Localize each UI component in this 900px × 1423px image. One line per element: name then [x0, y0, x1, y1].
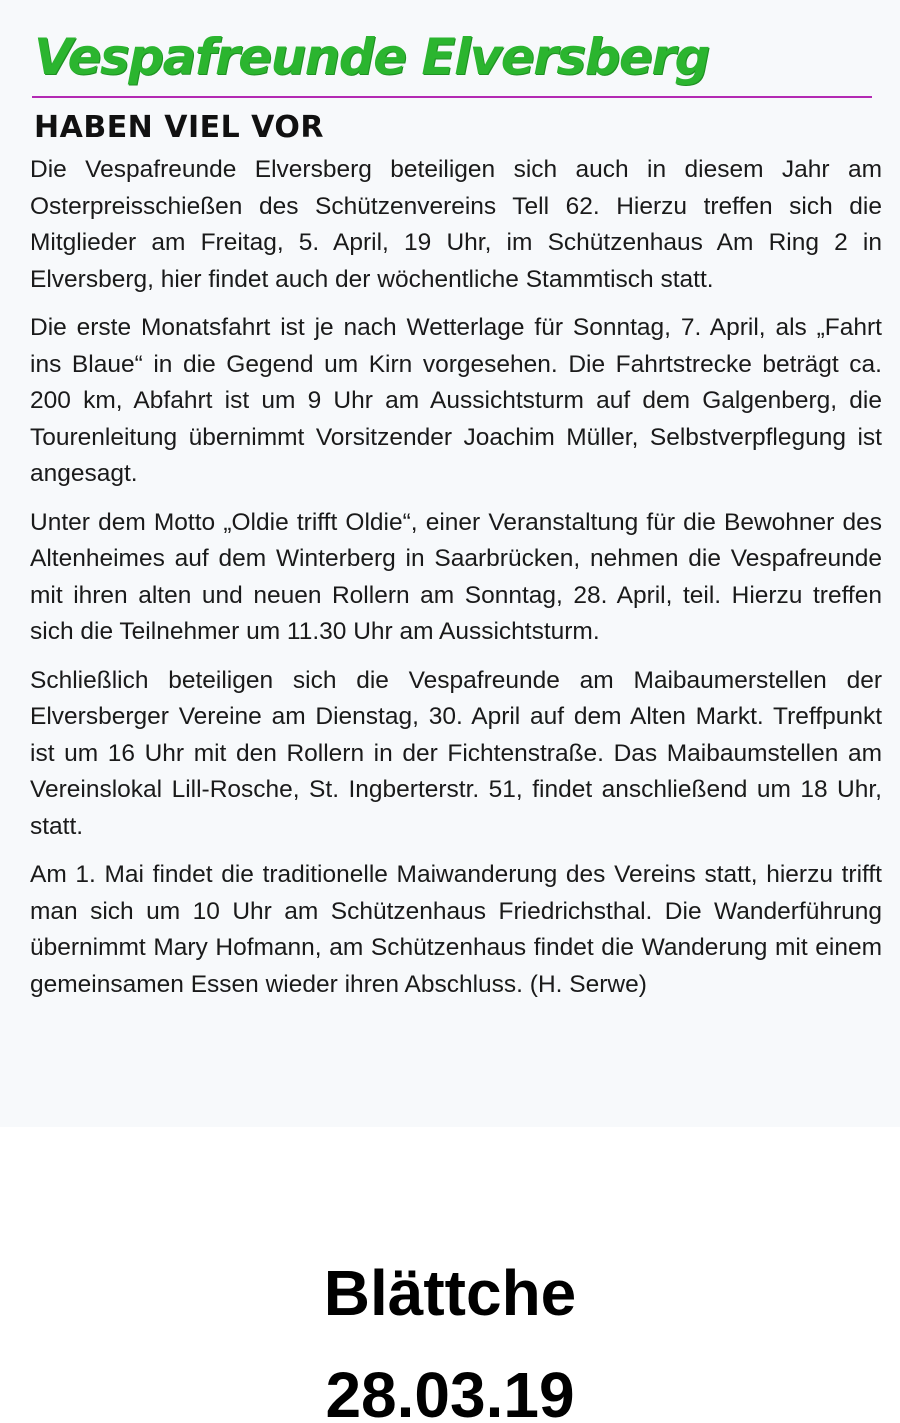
article-title: Vespafreunde Elversberg	[34, 28, 709, 86]
article-subtitle: HABEN VIEL VOR	[34, 110, 324, 145]
publication-date: 28.03.19	[325, 1359, 575, 1423]
article-paragraph-4: Schließlich beteiligen sich die Vespafreunde am Maibaumerstellen der Elversberger Vereine am Dienstag, 30. April auf dem Alten Markt. Treffpunkt ist um 16 Uhr mit den Rollern in der Fichtenstraße. Das Maibaumstellen am Vereinslokal Lill-Rosche, St. Ingberterstr. 51, findet anschließend um 18 Uhr, statt.	[30, 666, 882, 840]
publication-name: Blättche	[323, 1257, 577, 1329]
article-paragraph-2: Die erste Monatsfahrt ist je nach Wetterlage für Sonntag, 7. April, als „Fahrt ins Blaue“ in die Gegend um Kirn vorgesehen. Die Fahrtstrecke beträgt ca. 200 km, Abfahrt ist um 9 Uhr am Aussichtsturm auf dem Galgenberg, die Tourenleitung übernimmt Vorsitzender Joachim Müller, Selbstverpflegung ist angesagt.	[30, 314, 882, 487]
article-paragraph-5: Am 1. Mai findet die traditionelle Maiwanderung des Vereins statt, hierzu trifft man sich um 10 Uhr am Schützenhaus Friedrichsthal. Die Wanderführung übernimmt Mary Hofmann, am Schützenhaus findet die Wanderung mit einem gemeinsamen Essen wieder ihren Abschluss. (H. Serwe)	[30, 861, 882, 998]
article-paragraph-3: Unter dem Motto „Oldie trifft Oldie“, einer Veranstaltung für die Bewohner des Altenheimes auf dem Winterberg in Saarbrücken, nehmen die Vespafreunde mit ihren alten und neuen Rollern am Sonntag, 28. April, teil. Hierzu treffen sich die Teilnehmer um 11.30 Uhr am Aussichtsturm.	[30, 508, 882, 645]
article-paragraph-1: Die Vespafreunde Elversberg beteiligen sich auch in diesem Jahr am Osterpreisschießen des Schützenvereins Tell 62. Hierzu treffen sich die Mitglieder am Freitag, 5. April, 19 Uhr, im Schützenhaus Am Ring 2 in Elversberg, hier findet auch der wöchentliche Stammtisch statt.	[30, 156, 882, 293]
title-divider	[32, 96, 872, 98]
